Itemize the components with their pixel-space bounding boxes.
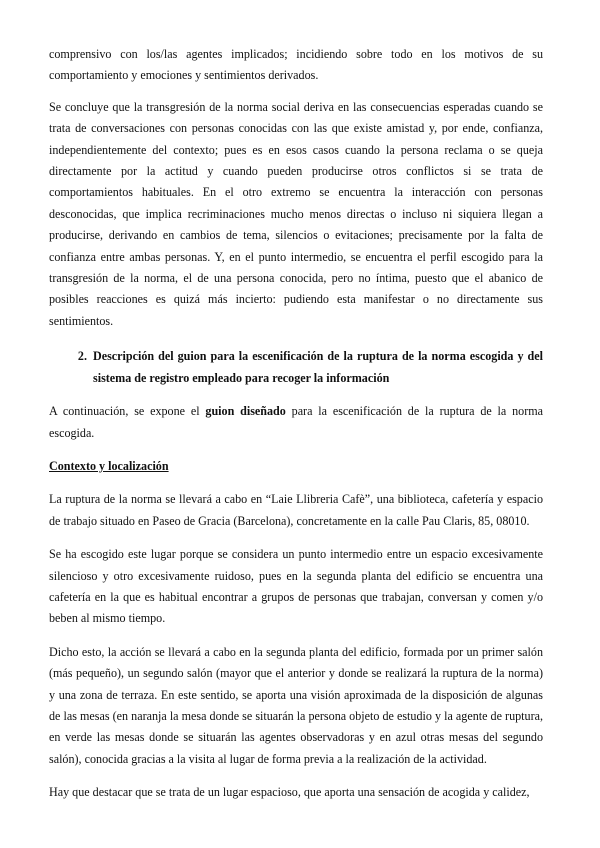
- intro-text-after: para la escenificación de la ruptura de la norma escogida.: [49, 404, 544, 440]
- paragraph-continuation: comprensivo con los/las agentes implicados; incidiendo sobre todo en los motivos de su comportamiento y emociones y sentimientos derivados.: [49, 47, 543, 83]
- paragraph-location: La ruptura de la norma se llevará a cabo en “Laie Llibreria Cafè”, una biblioteca, cafetería y espacio de trabajo situado en Paseo de Gracia (Barcelona), concretamente en la calle Pau Claris, 85, 08010.: [49, 492, 543, 528]
- paragraph-conclusion: Se concluye que la transgresión de la norma social deriva en las consecuencias esperadas cuando se trata de conversaciones con personas conocidas con las que existe amistad y, por ende, confianza, independientemente del contexto; pues es en esos casos cuando la persona reclama o se queja directamente por la actitud y cuando pueden producirse otros conflictos si se trata de comportamientos habituales. En el otro extremo se encuentra la interacción con personas desconocidas, que implica recriminaciones mucho menos directas o incluso ni siquiera llegan a producirse, derivando en cambios de tema, silencios o evitaciones; precisamente por la falta de confianza entre ambas personas. Y, en el punto intermedio, se encuentra el perfil escogido para la transgresión de la norma, el de una persona conocida, pero no íntima, puesto que el abanico de posibles reacciones es quizá más incierto: pudiendo esta manifestar o no directamente sus sentimientos.: [49, 99, 543, 328]
- section-title: Descripción del guion para la escenificación de la ruptura de la norma escogida y del sistema de registro empleado para recoger la información: [93, 349, 543, 385]
- intro-bold-text: guion diseñado: [205, 404, 286, 419]
- paragraph-layout: Dicho esto, la acción se llevará a cabo en la segunda planta del edificio, formada por un primer salón (más pequeño), un segundo salón (mayor que el anterior y donde se realizará la ruptura de la norma) y una zona de terraza. En este sentido, se aporta una visión aproximada de la disposición de algunas de las mesas (en naranja la mesa donde se situarán la persona objeto de estudio y la agente de ruptura, en verde las mesas donde se situarán las agentes observadoras y en azul otras mesas del segundo salón), conocida gracias a la visita al lugar de forma previa a la realización de la actividad.: [49, 644, 543, 766]
- section-heading: [49, 346, 543, 389]
- subheading-context: Contexto y localización: [49, 458, 169, 473]
- paragraph-reason: Se ha escogido este lugar porque se considera un punto intermedio entre un espacio excesivamente silencioso y otro excesivamente ruidoso, pues en la segunda planta del edificio se encuentra una cafetería en la que es habitual encontrar a grupos de personas que trabajan, conversan y comen y/o beben al mismo tiempo.: [49, 547, 543, 626]
- intro-text-before: A continuación, se expone el: [49, 404, 206, 419]
- document-page: [49, 44, 543, 816]
- paragraph-ambience: Hay que destacar que se trata de un lugar espacioso, que aporta una sensación de acogida y calidez,: [49, 785, 530, 800]
- paragraph-intro: [49, 401, 543, 444]
- section-number: 2.: [77, 349, 87, 364]
